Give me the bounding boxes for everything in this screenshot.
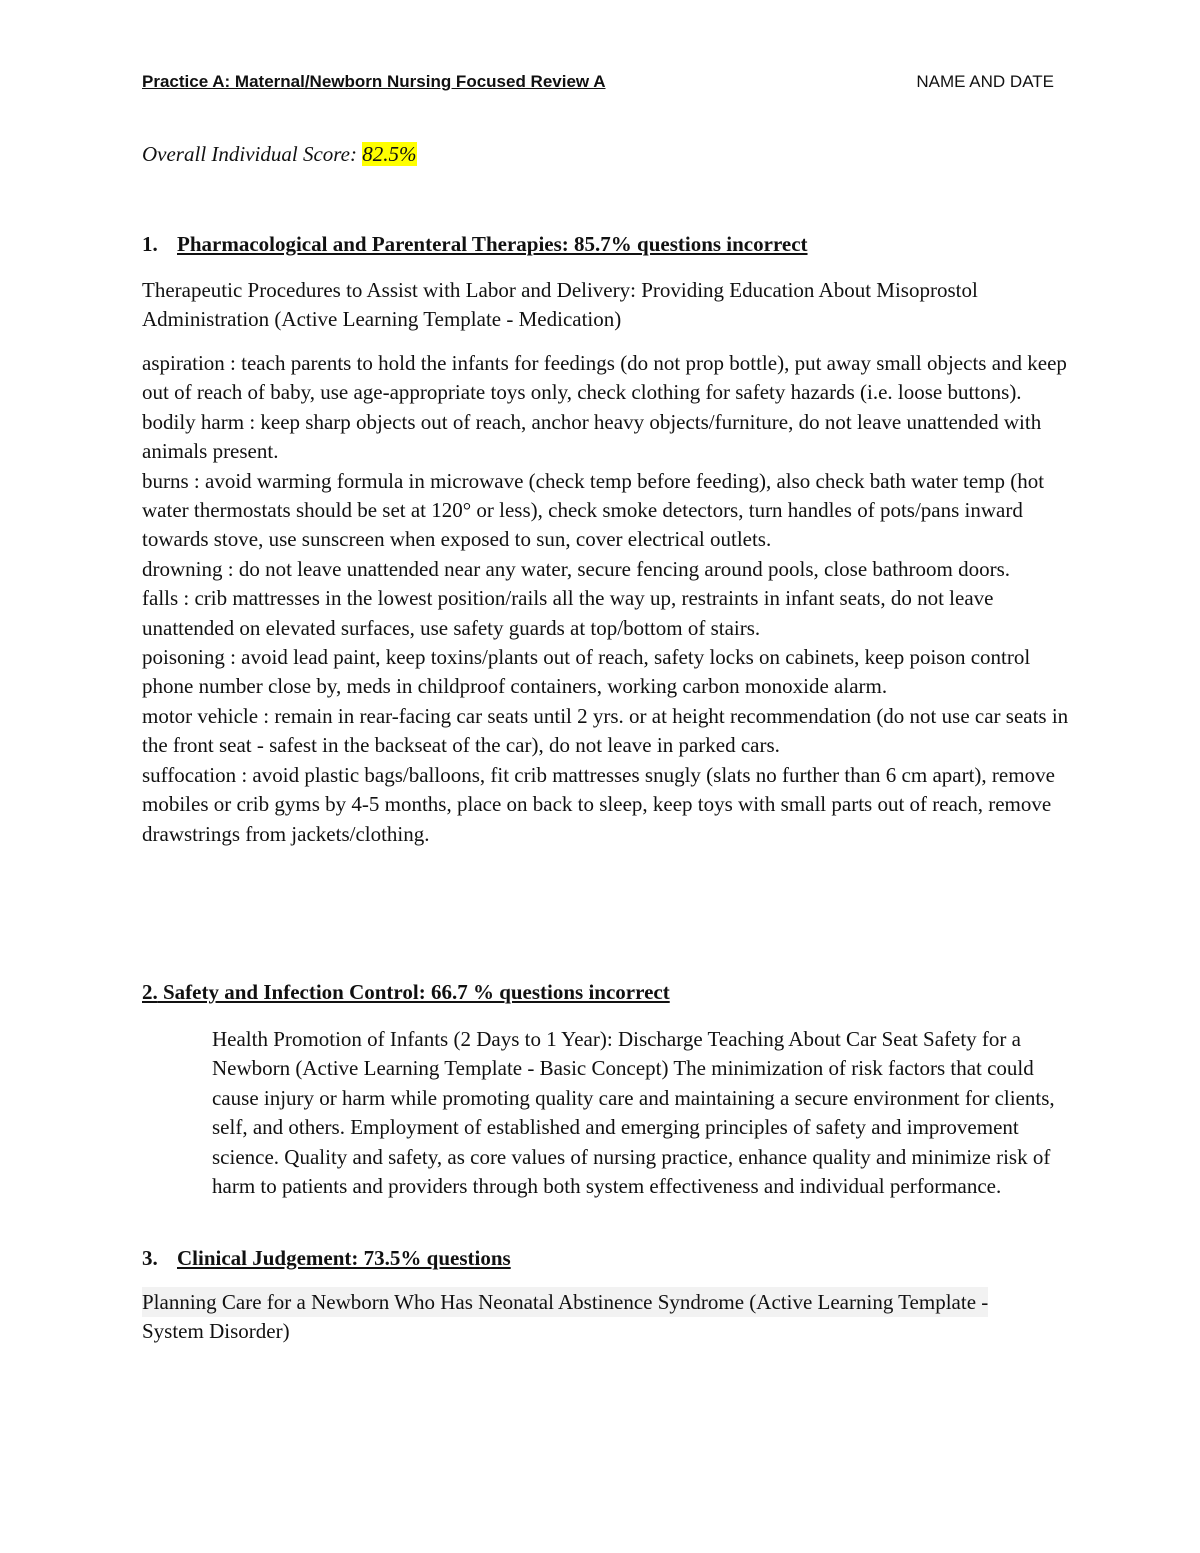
list-item: suffocation : avoid plastic bags/balloons, fit crib mattresses snugly (slats no further than 6 cm apart), remove mobiles or crib gyms by 4-5 months, place on back to sleep, keep toys with small parts out of reach, remove drawstrings from jackets/clothing. <box>142 762 1055 846</box>
section-2-heading <box>142 980 670 1005</box>
list-item: bodily harm : keep sharp objects out of reach, anchor heavy objects/furniture, do not leave unattended with animals present. <box>142 409 1042 464</box>
overall-score <box>142 142 417 167</box>
list-item: falls : crib mattresses in the lowest position/rails all the way up, restraints in infant seats, do not leave unattended on elevated surfaces, use safety guards at top/bottom of stairs. <box>142 586 994 640</box>
list-item: motor vehicle : remain in rear-facing car seats until 2 yrs. or at height recommendation (do not use car seats in the front seat - safest in the backseat of the car), do not leave in parked cars. <box>142 703 1069 758</box>
list-item: poisoning : avoid lead paint, keep toxins/plants out of reach, safety locks on cabinets, keep poison control phone number close by, meds in childproof containers, working carbon monoxide alarm. <box>142 645 1031 699</box>
list-item: aspiration : teach parents to hold the infants for feedings (do not prop bottle), put away small objects and keep out of reach of baby, use age-appropriate toys only, check clothing for safety hazards (i.e. loose buttons). <box>142 351 1067 405</box>
section-number: 1. <box>142 232 158 256</box>
list-item: drowning : do not leave unattended near any water, secure fencing around pools, close bathroom doors. <box>142 556 1011 581</box>
section-title: Safety and Infection Control: 66.7 % questions incorrect <box>163 980 670 1004</box>
page-header <box>142 72 1054 100</box>
list-item: burns : avoid warming formula in microwave (check temp before feeding), also check bath water temp (hot water thermostats should be set at 120° or less), check smoke detectors, turn handles of pots/pans inward towards stove, use sunscreen when exposed to sun, cover electrical outlets. <box>142 468 1045 552</box>
score-label: Overall Individual Score: <box>142 142 363 166</box>
section-3-topic: Planning Care for a Newborn Who Has Neonatal Abstinence Syndrome (Active Learning Template - System Disorder) <box>142 1290 989 1344</box>
section-number: 3. <box>142 1246 158 1270</box>
section-1-heading <box>142 232 808 257</box>
section-2-body: Health Promotion of Infants (2 Days to 1 Year): Discharge Teaching About Car Seat Safety for a Newborn (Active Learning Template - Basic Concept) The minimization of risk factors that could cause injury or harm while promoting quality care and maintaining a secure environment for clients, self, and others. Employment of established and emerging principles of safety and improvement science. Quality and safety, as core values of nursing practice, enhance quality and minimize risk of harm to patients and providers through both system effectiveness and individual performance. <box>212 1027 1055 1199</box>
safety-list <box>142 349 1072 849</box>
name-and-date: NAME AND DATE <box>916 72 1054 91</box>
section-title: Pharmacological and Parenteral Therapies: 85.7% questions incorrect <box>177 232 808 256</box>
score-value: 82.5% <box>362 142 417 166</box>
section-3-heading <box>142 1246 511 1271</box>
section-number: 2. <box>142 980 158 1004</box>
section-1-topic: Therapeutic Procedures to Assist with Labor and Delivery: Providing Education About Misoprostol Administration (Active Learning Template - Medication) <box>142 278 978 332</box>
document-title: Practice A: Maternal/Newborn Nursing Focused Review A <box>142 72 606 91</box>
section-title: Clinical Judgement: 73.5% questions <box>177 1246 511 1270</box>
